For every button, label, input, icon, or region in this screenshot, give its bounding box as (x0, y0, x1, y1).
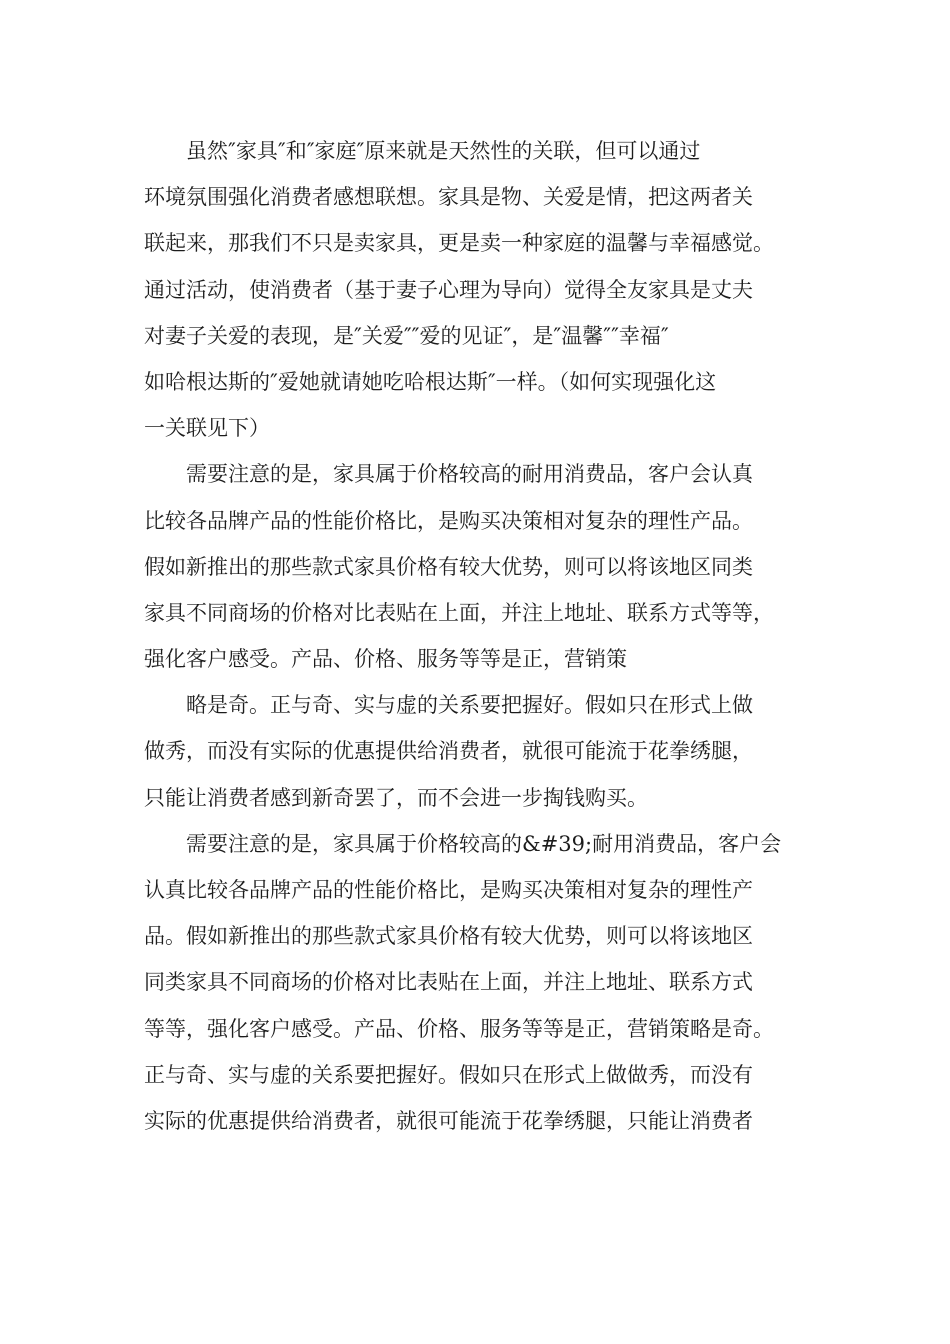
paragraph-2-line-4: 家具不同商场的价格对比表贴在上面，并注上地址、联系方式等等， (144, 600, 774, 625)
paragraph-3-line-1: 略是奇。正与奇、实与虚的关系要把握好。假如只在形式上做 (186, 693, 753, 718)
paragraph-1-line-3: 联起来，那我们不只是卖家具，更是卖一种家庭的温馨与幸福感觉。 (144, 231, 774, 256)
paragraph-4-line-3: 品。假如新推出的那些款式家具价格有较大优势，则可以将该地区 (144, 924, 753, 949)
paragraph-1-line-1: 虽然″家具″和″家庭″原来就是天然性的关联，但可以通过 (186, 139, 701, 163)
document-body (144, 128, 834, 1144)
paragraph-3-line-2: 做秀，而没有实际的优惠提供给消费者，就很可能流于花拳绣腿， (144, 739, 753, 764)
paragraph-4-line-7: 实际的优惠提供给消费者，就很可能流于花拳绣腿，只能让消费者 (144, 1108, 753, 1133)
paragraph-1-line-2: 环境氛围强化消费者感想联想。家具是物、关爱是情，把这两者关 (144, 185, 753, 210)
paragraph-3-line-3: 只能让消费者感到新奇罢了，而不会进一步掏钱购买。 (144, 785, 648, 810)
paragraph-1-line-4: 通过活动，使消费者（基于妻子心理为导向）觉得全友家具是丈夫 (144, 277, 753, 302)
paragraph-4-line-1: 需要注意的是，家具属于价格较高的&#39;耐用消费品，客户会 (186, 831, 782, 856)
paragraph-2-line-3: 假如新推出的那些款式家具价格有较大优势，则可以将该地区同类 (144, 554, 753, 579)
paragraph-4-line-5: 等等，强化客户感受。产品、价格、服务等等是正，营销策略是奇。 (144, 1016, 774, 1041)
paragraph-1-line-7: 一关联见下） (144, 416, 270, 441)
paragraph-4-line-6: 正与奇、实与虚的关系要把握好。假如只在形式上做做秀，而没有 (144, 1062, 753, 1087)
paragraph-2-line-5: 强化客户感受。产品、价格、服务等等是正，营销策 (144, 647, 627, 672)
paragraph-2-line-1: 需要注意的是，家具属于价格较高的耐用消费品，客户会认真 (186, 462, 753, 487)
paragraph-4-line-4: 同类家具不同商场的价格对比表贴在上面，并注上地址、联系方式 (144, 970, 753, 995)
paragraph-4-line-2: 认真比较各品牌产品的性能价格比，是购买决策相对复杂的理性产 (144, 878, 753, 902)
paragraph-1-line-6: 如哈根达斯的″爱她就请她吃哈根达斯″一样。（如何实现强化这 (144, 369, 717, 394)
paragraph-1-line-5: 对妻子关爱的表现，是″关爱″″爱的见证″，是″温馨″″幸福″ (144, 323, 669, 348)
paragraph-2-line-2: 比较各品牌产品的性能价格比，是购买决策相对复杂的理性产品。 (144, 508, 753, 533)
